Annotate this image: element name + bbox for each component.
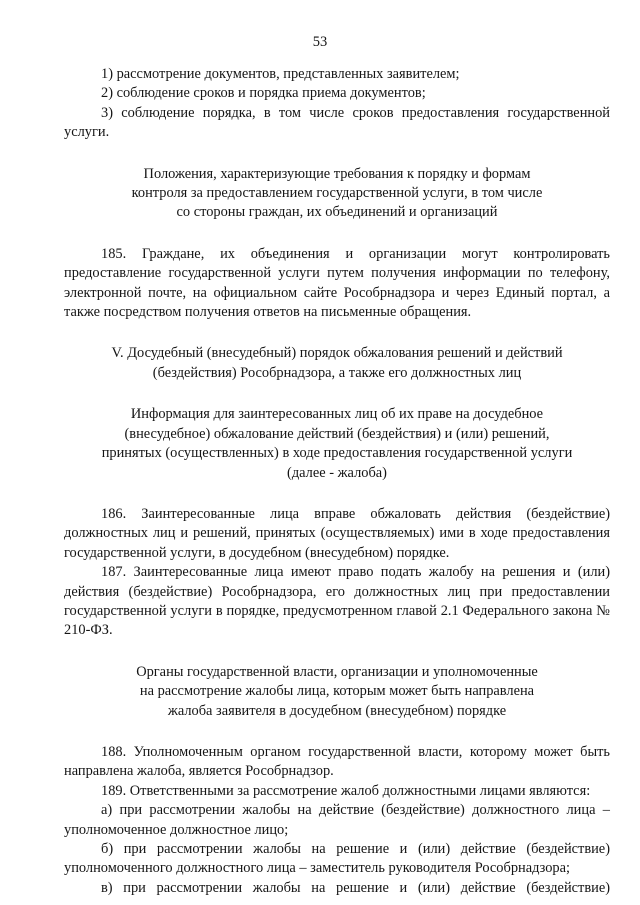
list-item-3: 3) соблюдение порядка, в том числе сроков предоставления государственной услуги. — [64, 104, 610, 141]
section-title-line: (бездействия) Рособрнадзора, а также его должностных лиц — [152, 364, 522, 381]
heading-line: на рассмотрение жалобы лица, которым может быть направлена — [139, 683, 535, 700]
heading-line: принятых (осуществленных) в ходе предоставления государственной услуги — [101, 445, 573, 462]
paragraph-185: 185. Граждане, их объединения и организации могут контролировать предоставление государственной услуги путем получения информации по телефону, электронной почте, на официальном сайте Рособрнадзора и через Единый портал, а также посредством получения ответов на письменные обращения. — [64, 245, 610, 321]
heading-authorities — [64, 663, 610, 721]
item-a: а) при рассмотрении жалобы на действие (бездействие) должностного лица – уполномоченное должностное лицо; — [64, 802, 610, 838]
item-v: в) при рассмотрении жалобы на решение и (или) действие (бездействие) — [101, 879, 610, 896]
heading-line: со стороны граждан, их объединений и организаций — [176, 204, 498, 221]
paragraph-188: 188. Уполномоченным органом государственной власти, которому может быть направлена жалоба, является Рособрнадзор. — [64, 743, 610, 780]
section-v-title — [64, 344, 610, 383]
paragraph-189: 189. Ответственными за рассмотрение жалоб должностными лицами являются: — [101, 782, 591, 799]
heading-line: Информация для заинтересованных лиц об их праве на досудебное — [130, 406, 544, 423]
page-number: 53 — [312, 34, 328, 50]
heading-line: жалоба заявителя в досудебном (внесудебном) порядке — [167, 702, 507, 719]
heading-line: Органы государственной власти, организации и уполномоченные — [136, 663, 538, 680]
paragraph-187: 187. Заинтересованные лица имеют право подать жалобу на решения и (или) действия (бездействие) Рособрнадзора, его должностных лиц при предоставлении государственной услуги в порядке, предусмотренном главой 2.1 Федерального закона № 210-ФЗ. — [64, 564, 610, 639]
list-item-2: 2) соблюдение сроков и порядка приема документов; — [101, 85, 426, 102]
paragraph-186: 186. Заинтересованные лица вправе обжаловать действия (бездействие) должностных лиц и решений, принятых (осуществляемых) ими в ходе предоставления государственной услуги, в досудебном (внесудебном) порядке. — [64, 505, 610, 561]
item-b: б) при рассмотрении жалобы на решение и (или) действие (бездействие) уполномоченного должностного лица – заместитель руководителя Рособрнадзора; — [64, 841, 610, 877]
heading-control-requirements — [64, 165, 610, 223]
heading-line: Положения, характеризующие требования к порядку и формам — [143, 165, 531, 182]
list-item-1: 1) рассмотрение документов, представленных заявителем; — [101, 66, 460, 82]
heading-line: (внесудебное) обжалование действий (бездействия) и (или) решений, — [124, 425, 550, 442]
section-title-line: V. Досудебный (внесудебный) порядок обжалования решений и действий — [111, 345, 563, 362]
heading-appeal-info — [64, 405, 610, 483]
page-body — [64, 65, 610, 898]
heading-line: контроля за предоставлением государственной услуги, в том числе — [131, 185, 543, 202]
heading-line: (далее - жалоба) — [287, 464, 387, 481]
